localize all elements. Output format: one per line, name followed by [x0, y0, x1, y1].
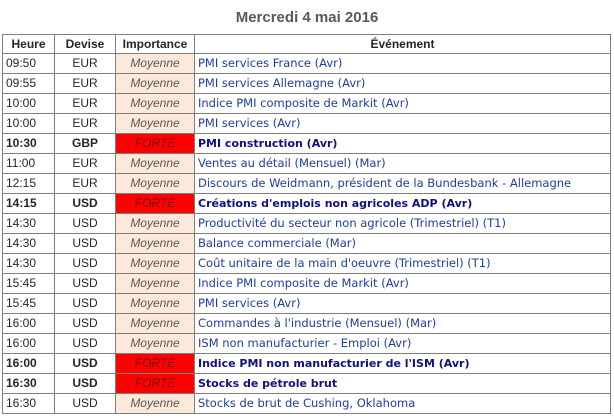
event-cell: PMI services France (Avr) [195, 54, 611, 74]
time-cell: 09:50 [3, 54, 55, 74]
table-row [3, 254, 611, 274]
importance-badge: Moyenne [116, 54, 195, 74]
table-row [3, 94, 611, 114]
header-row [3, 35, 611, 54]
currency-cell: EUR [55, 174, 116, 194]
column-header-currency: Devise [55, 35, 116, 54]
event-cell: Indice PMI composite de Markit (Avr) [195, 274, 611, 294]
time-cell: 14:15 [3, 194, 55, 214]
event-cell: Stocks de brut de Cushing, Oklahoma [195, 394, 611, 414]
importance-badge: Moyenne [116, 334, 195, 354]
table-row [3, 214, 611, 234]
time-cell: 16:00 [3, 354, 55, 374]
currency-cell: USD [55, 234, 116, 254]
event-cell: Productivité du secteur non agricole (Trimestriel) (T1) [195, 214, 611, 234]
currency-cell: EUR [55, 54, 116, 74]
event-cell: Créations d'emplois non agricoles ADP (Avr) [195, 194, 611, 214]
table-row [3, 274, 611, 294]
currency-cell: GBP [55, 134, 116, 154]
currency-cell: USD [55, 314, 116, 334]
table-row [3, 154, 611, 174]
table-row [3, 114, 611, 134]
currency-cell: USD [55, 274, 116, 294]
column-header-time: Heure [3, 35, 55, 54]
event-cell: Stocks de pétrole brut [195, 374, 611, 394]
currency-cell: USD [55, 334, 116, 354]
importance-badge: Moyenne [116, 394, 195, 414]
importance-badge: Moyenne [116, 314, 195, 334]
time-cell: 09:55 [3, 74, 55, 94]
table-body [3, 54, 611, 414]
event-cell: PMI construction (Avr) [195, 134, 611, 154]
table-row [3, 74, 611, 94]
time-cell: 10:00 [3, 114, 55, 134]
importance-badge: Moyenne [116, 174, 195, 194]
time-cell: 12:15 [3, 174, 55, 194]
event-cell: Balance commerciale (Mar) [195, 234, 611, 254]
column-header-importance: Importance [116, 35, 195, 54]
event-cell: PMI services (Avr) [195, 114, 611, 134]
currency-cell: USD [55, 254, 116, 274]
time-cell: 15:45 [3, 274, 55, 294]
importance-badge: Moyenne [116, 114, 195, 134]
importance-badge: Moyenne [116, 234, 195, 254]
importance-badge: Moyenne [116, 74, 195, 94]
time-cell: 14:30 [3, 254, 55, 274]
importance-badge: FORTE [116, 354, 195, 374]
currency-cell: EUR [55, 94, 116, 114]
event-cell: Commandes à l'industrie (Mensuel) (Mar) [195, 314, 611, 334]
table-row [3, 54, 611, 74]
currency-cell: USD [55, 394, 116, 414]
page-title: Mercredi 4 mai 2016 [235, 9, 379, 26]
time-cell: 14:30 [3, 214, 55, 234]
currency-cell: USD [55, 354, 116, 374]
table-row [3, 174, 611, 194]
currency-cell: EUR [55, 154, 116, 174]
event-cell: ISM non manufacturier - Emploi (Avr) [195, 334, 611, 354]
time-cell: 15:45 [3, 294, 55, 314]
table-row [3, 194, 611, 214]
time-cell: 16:30 [3, 374, 55, 394]
table-row [3, 394, 611, 414]
table-row [3, 334, 611, 354]
time-cell: 16:30 [3, 394, 55, 414]
currency-cell: USD [55, 294, 116, 314]
time-cell: 16:00 [3, 334, 55, 354]
importance-badge: Moyenne [116, 274, 195, 294]
table-row [3, 234, 611, 254]
importance-badge: FORTE [116, 194, 195, 214]
currency-cell: EUR [55, 114, 116, 134]
importance-badge: FORTE [116, 374, 195, 394]
time-cell: 10:00 [3, 94, 55, 114]
currency-cell: USD [55, 194, 116, 214]
importance-badge: Moyenne [116, 214, 195, 234]
table-row [3, 134, 611, 154]
event-cell: Ventes au détail (Mensuel) (Mar) [195, 154, 611, 174]
time-cell: 16:00 [3, 314, 55, 334]
table-row [3, 314, 611, 334]
table-row [3, 374, 611, 394]
event-cell: Indice PMI composite de Markit (Avr) [195, 94, 611, 114]
table-row [3, 294, 611, 314]
time-cell: 10:30 [3, 134, 55, 154]
event-cell: Discours de Weidmann, président de la Bundesbank - Allemagne [195, 174, 611, 194]
importance-badge: Moyenne [116, 154, 195, 174]
currency-cell: USD [55, 374, 116, 394]
time-cell: 14:30 [3, 234, 55, 254]
currency-cell: EUR [55, 74, 116, 94]
importance-badge: Moyenne [116, 294, 195, 314]
economic-calendar-table [2, 34, 611, 414]
table-row [3, 354, 611, 374]
event-cell: PMI services Allemagne (Avr) [195, 74, 611, 94]
importance-badge: Moyenne [116, 254, 195, 274]
event-cell: Coût unitaire de la main d'oeuvre (Trimestriel) (T1) [195, 254, 611, 274]
currency-cell: USD [55, 214, 116, 234]
column-header-event: Événement [195, 35, 611, 54]
event-cell: PMI services (Avr) [195, 294, 611, 314]
importance-badge: FORTE [116, 134, 195, 154]
event-cell: Indice PMI non manufacturier de l'ISM (Avr) [195, 354, 611, 374]
importance-badge: Moyenne [116, 94, 195, 114]
time-cell: 11:00 [3, 154, 55, 174]
